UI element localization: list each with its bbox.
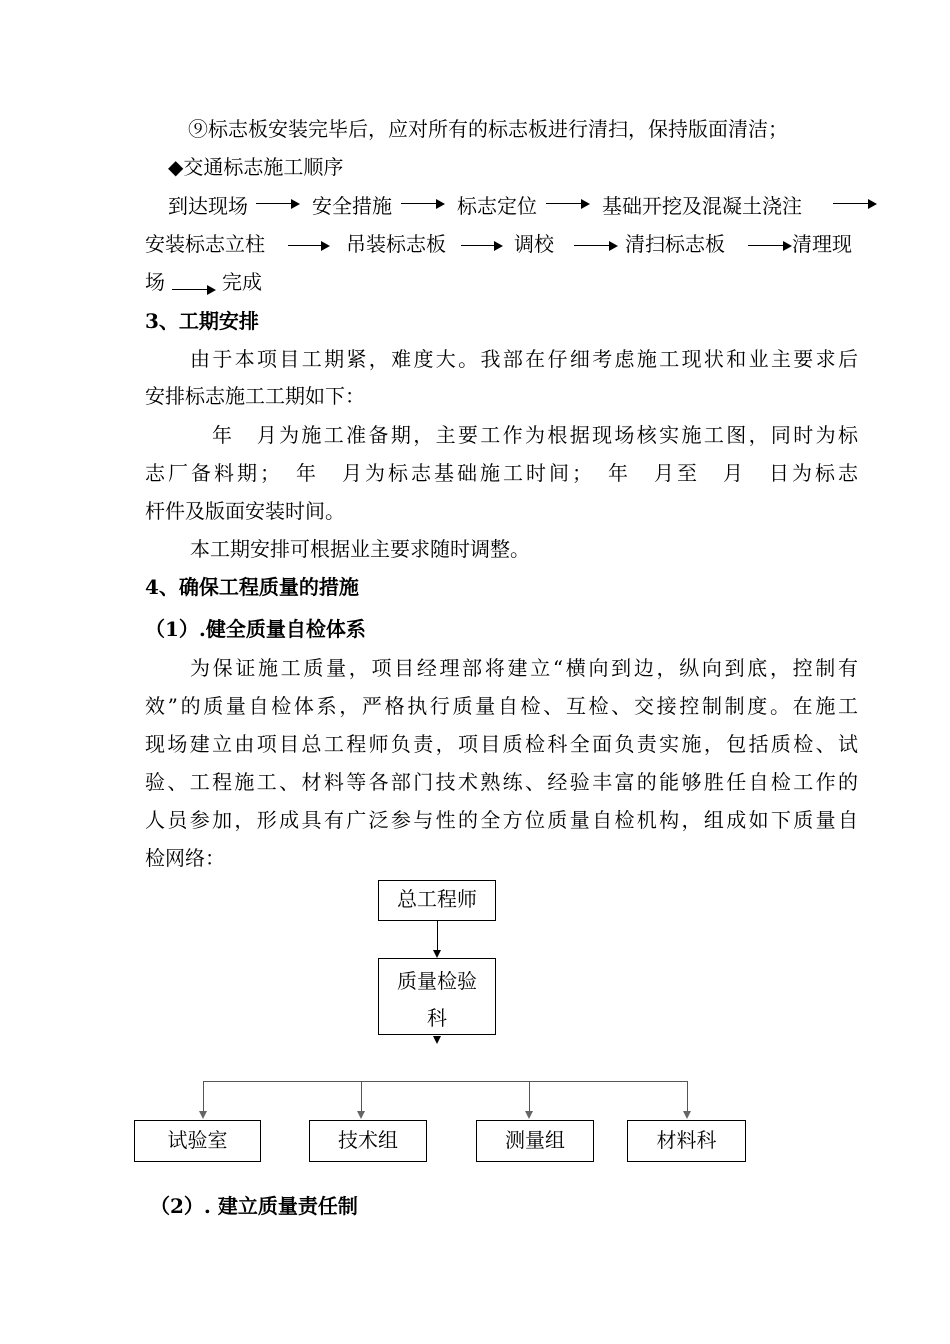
section-4-sub1: （1）.健全质量自检体系: [145, 617, 366, 641]
section-3-para3: 本工期安排可根据业主要求随时调整。: [190, 537, 530, 561]
section-3-heading: 3、工期安排: [145, 309, 259, 333]
flow-arrow: [461, 241, 503, 251]
step-foundation-excavation: 基础开挖及混凝土浇注: [602, 194, 802, 218]
step-hoist-sign-board: 吊装标志板: [346, 232, 446, 256]
step-install-posts: 安装标志立柱: [145, 232, 265, 256]
flow-arrow: [748, 241, 792, 251]
org-box-technical-group: [309, 1120, 427, 1162]
org-connector: [437, 921, 438, 951]
item-9-text: ⑨标志板安装完毕后，应对所有的标志板进行清扫，保持版面清洁；: [188, 117, 788, 141]
org-box-chief-engineer: [378, 880, 496, 921]
org-connector: [203, 1081, 204, 1111]
section-4-para-line6: 检网络：: [145, 846, 225, 870]
flow-arrow: [401, 199, 445, 209]
step-clean-site: 清理现: [792, 232, 852, 256]
org-box-survey-group: [476, 1120, 594, 1162]
step-sign-positioning: 标志定位: [457, 194, 537, 218]
org-label-laboratory: 试验室: [167, 1128, 228, 1152]
org-arrowhead: [683, 1111, 691, 1119]
org-connector: [529, 1081, 530, 1111]
org-label-materials-section: 材料科: [656, 1128, 717, 1152]
org-arrowhead: [525, 1111, 533, 1119]
section-4-para-line5: 人员参加，形成具有广泛参与性的全方位质量自检机构，组成如下质量自: [145, 808, 858, 832]
step-clean-site-cont: 场: [145, 270, 165, 294]
org-label-survey-group: 测量组: [505, 1128, 565, 1152]
flow-arrow: [172, 285, 216, 295]
section-3-para1-line2: 安排标志施工工期如下：: [145, 384, 365, 408]
section-4-para-line2: 效”的质量自检体系，严格执行质量自检、互检、交接控制制度。在施工: [145, 694, 858, 718]
org-box-laboratory: [134, 1120, 261, 1162]
section-4-sub2: （2）. 建立质量责任制: [150, 1194, 358, 1218]
flow-arrow: [256, 199, 300, 209]
section-4-para-line1: 为保证施工质量，项目经理部将建立“横向到边，纵向到底，控制有: [190, 656, 858, 680]
org-connector: [687, 1081, 688, 1111]
org-connector: [361, 1081, 362, 1111]
org-label-quality-inspection-cont: 科: [427, 1006, 447, 1030]
step-safety-measures: 安全措施: [312, 194, 392, 218]
step-clean-sign-board: 清扫标志板: [625, 232, 725, 256]
section-3-para2-line3: 杆件及版面安装时间。: [145, 499, 345, 523]
org-box-materials-section: [627, 1120, 746, 1162]
org-arrowhead: [433, 950, 441, 958]
section-4-heading: 4、确保工程质量的措施: [145, 575, 359, 599]
section-4-para-line3: 现场建立由项目总工程师负责，项目质检科全面负责实施，包括质检、试: [145, 732, 858, 756]
flow-arrow: [833, 199, 877, 209]
org-label-quality-inspection: 质量检验: [397, 969, 477, 993]
org-arrowhead: [199, 1111, 207, 1119]
step-complete: 完成: [222, 270, 262, 294]
section-4-para-line4: 验、工程施工、材料等各部门技术熟练、经验丰富的能够胜任自检工作的: [145, 770, 858, 794]
sequence-heading: ◆交通标志施工顺序: [168, 155, 344, 179]
org-arrowhead: [357, 1111, 365, 1119]
section-3-para1-line1: 由于本项目工期紧，难度大。我部在仔细考虑施工现状和业主要求后: [190, 347, 858, 371]
org-box-quality-inspection: [378, 958, 496, 1035]
flow-arrow: [546, 199, 590, 209]
org-label-technical-group: 技术组: [338, 1128, 398, 1152]
section-3-para2-line1: 年 月为施工准备期，主要工作为根据现场核实施工图，同时为标: [212, 423, 858, 447]
step-arrive-site: 到达现场: [168, 194, 248, 218]
flow-arrow: [574, 241, 618, 251]
org-arrowhead: [433, 1036, 441, 1044]
flow-arrow: [288, 241, 330, 251]
section-3-para2-line2: 志厂备料期； 年 月为标志基础施工时间； 年 月至 月 日为标志: [145, 461, 858, 485]
org-connector: [203, 1081, 688, 1082]
step-adjust: 调校: [514, 232, 554, 256]
org-label-chief-engineer: 总工程师: [397, 887, 477, 911]
